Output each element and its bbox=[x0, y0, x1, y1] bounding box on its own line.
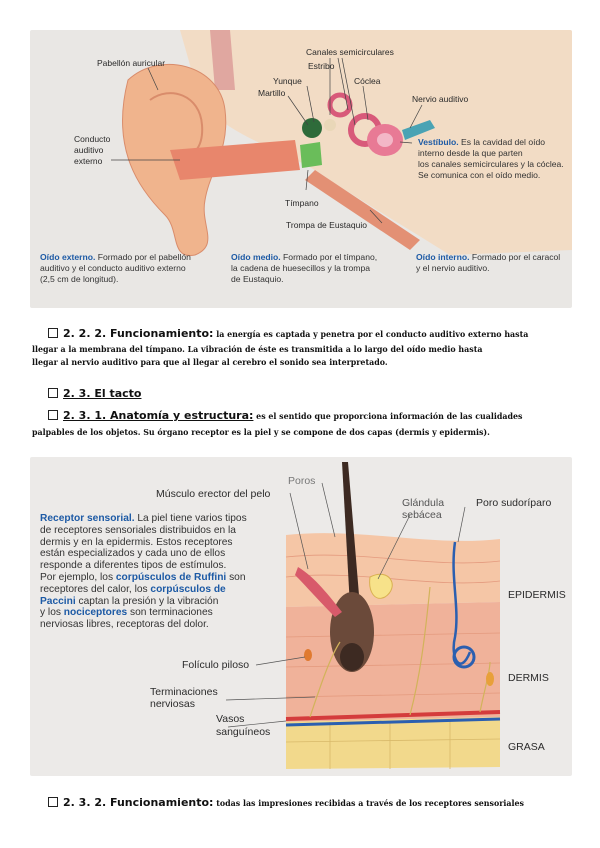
label-conducto-1: Conducto bbox=[74, 134, 111, 144]
label-glandula-2: sebácea bbox=[402, 509, 442, 521]
section-heading: 2. 3. El tacto bbox=[63, 387, 142, 400]
label-conducto-3: externo bbox=[74, 156, 103, 166]
label-poro-sudoriparo: Poro sudoríparo bbox=[476, 497, 552, 509]
checkbox-icon bbox=[48, 328, 58, 338]
label-martillo: Martillo bbox=[258, 88, 286, 98]
label-dermis: DERMIS bbox=[508, 672, 549, 684]
label-foliculo: Folículo piloso bbox=[182, 659, 250, 671]
label-grasa: GRASA bbox=[508, 741, 545, 753]
section-2-3-2 bbox=[48, 797, 568, 811]
caption-oido-medio: Oído medio. Formado por el tímpano, la cadena de huesecillos y la trompa de Eustaquio. bbox=[231, 252, 378, 284]
section-heading: 2. 3. 1. Anatomía y estructura: bbox=[63, 409, 254, 422]
section-text: la energía es captada y penetra por el conducto auditivo externo hasta bbox=[213, 330, 529, 339]
caption-oido-externo: Oído externo. Formado por el pabellón auditivo y el conducto auditivo externo (2,5 cm de longitud). bbox=[40, 252, 191, 284]
caption-oido-interno: Oído interno. Formado por el caracol y el nervio auditivo. bbox=[416, 252, 561, 273]
section-2-2-2-line2: llegar a la membrana del tímpano. La vibración de éste es transmitida a lo largo del oído medio hasta bbox=[32, 345, 483, 354]
label-yunque: Yunque bbox=[273, 76, 302, 86]
skin-anatomy-figure bbox=[30, 457, 572, 776]
receptor-sensorial-caption: Receptor sensorial. La piel tiene varios tipos de receptores sensoriales distribuidos en la dermis y en la epidermis. Estos receptores están especializados y cada uno de ellos responde a diferentes tipos de estímulos. Por ejemplo, los corpúsculos de Ruffini son receptores del calor, los corpúsculos de Paccini captan la presión y la vibración y los nociceptores son terminaciones nerviosas libres, receptoras del dolor. bbox=[40, 513, 247, 631]
label-coclea: Cóclea bbox=[354, 76, 381, 86]
label-musculo: Músculo erector del pelo bbox=[156, 488, 271, 500]
vestibulo-caption: Vestíbulo. Es la cavidad del oído interno desde la que parten los canales semicirculares y la cóclea. Se comunica con el oído medio. bbox=[418, 137, 564, 180]
label-terminaciones-2: nerviosas bbox=[150, 698, 195, 710]
checkbox-icon bbox=[48, 797, 58, 807]
label-terminaciones-1: Terminaciones bbox=[150, 686, 218, 698]
section-heading: 2. 3. 2. Funcionamiento: bbox=[63, 796, 214, 809]
label-nervio: Nervio auditivo bbox=[412, 94, 469, 104]
label-vasos-2: sanguíneos bbox=[216, 726, 271, 738]
section-2-3-1-line2: palpables de los objetos. Su órgano receptor es la piel y se compone de dos capas (dermis y epidermis). bbox=[32, 428, 490, 437]
section-2-3-1 bbox=[48, 410, 568, 424]
section-text: es el sentido que proporciona información de las cualidades bbox=[253, 412, 523, 421]
label-vasos-1: Vasos bbox=[216, 713, 245, 725]
section-heading: 2. 2. 2. Funcionamiento: bbox=[63, 327, 214, 340]
label-canales: Canales semicirculares bbox=[306, 47, 394, 57]
checkbox-icon bbox=[48, 410, 58, 420]
label-conducto-2: auditivo bbox=[74, 145, 104, 155]
section-2-2-2 bbox=[48, 328, 568, 342]
checkbox-icon bbox=[48, 388, 58, 398]
section-text: todas las impresiones recibidas a través de los receptores sensoriales bbox=[213, 799, 524, 808]
label-poros: Poros bbox=[288, 475, 316, 487]
label-glandula-1: Glándula bbox=[402, 497, 445, 509]
label-estribo: Estribo bbox=[308, 61, 335, 71]
ear-anatomy-figure bbox=[30, 30, 572, 308]
section-2-3 bbox=[48, 388, 568, 402]
section-2-2-2-line3: llegar al nervio auditivo para que al llegar al cerebro el sonido sea interpretado. bbox=[32, 358, 388, 367]
label-trompa: Trompa de Eustaquio bbox=[286, 220, 367, 230]
label-epidermis: EPIDERMIS bbox=[508, 589, 566, 601]
label-pabellon: Pabellón auricular bbox=[97, 58, 166, 68]
label-timpano: Tímpano bbox=[285, 198, 319, 208]
